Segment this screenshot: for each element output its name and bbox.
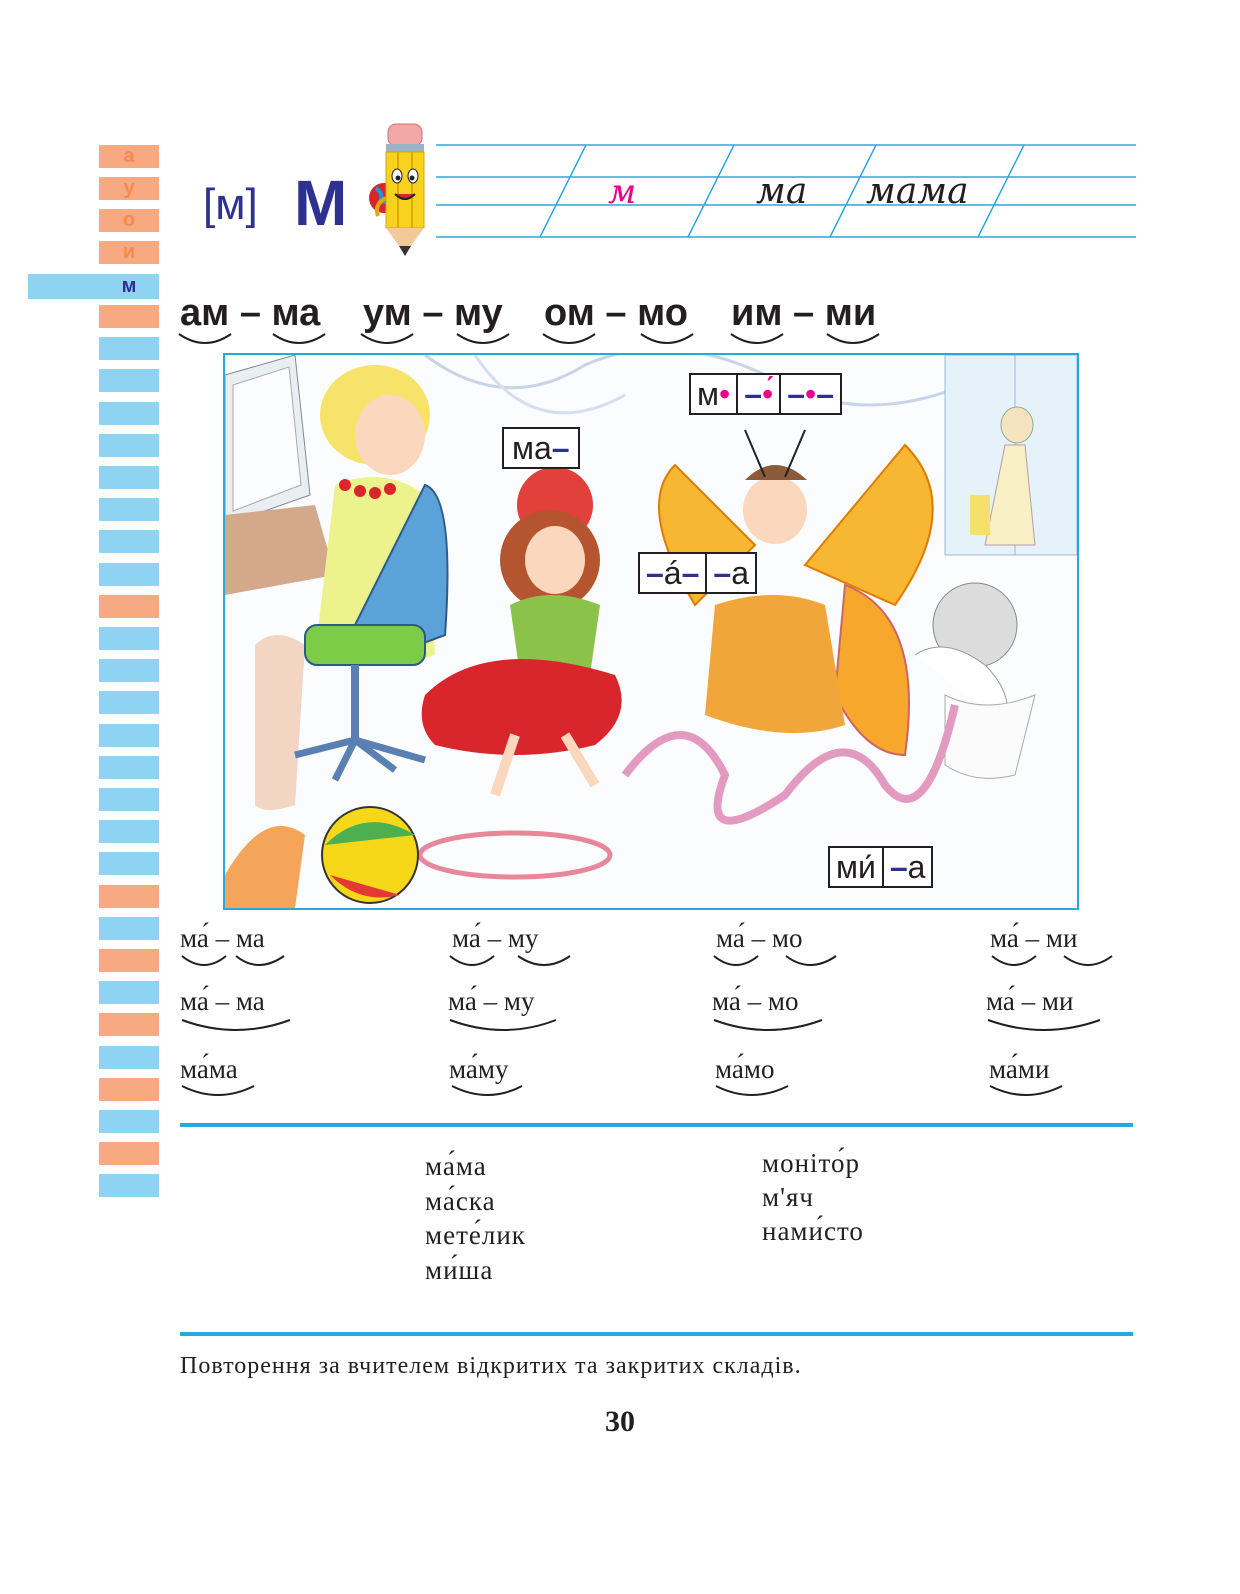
- syllable-cell: ма́ – ми: [986, 986, 1074, 1016]
- word-cell: ма́му: [449, 1054, 509, 1084]
- syllable-cell: ма́ – ма: [180, 923, 265, 953]
- word-item: ма́ска: [425, 1186, 496, 1216]
- word-cell: ма́ма: [180, 1054, 238, 1084]
- label-misha: ми́ –а: [828, 846, 933, 888]
- syllable-pair: [731, 292, 876, 335]
- syllable-pair: [180, 292, 320, 335]
- syllable-separator: –: [793, 292, 815, 334]
- syllable-grid-arcs: [170, 950, 1130, 1110]
- closed-syllable: ам: [180, 292, 230, 334]
- pencil-mascot-icon: [366, 118, 438, 260]
- side-strip-cell: [99, 305, 159, 328]
- syllable-pair: [363, 292, 503, 335]
- handwriting-syllable: ма: [756, 171, 808, 212]
- side-strip-cell: [99, 949, 159, 972]
- syllable-cell: ма́ – му: [448, 986, 535, 1016]
- word-cell: ма́мо: [715, 1054, 775, 1084]
- word-item: ма́ма: [425, 1151, 487, 1181]
- teacher-note: Повторення за вчителем відкритих та закритих складів.: [180, 1353, 802, 1379]
- side-strip-cell: [99, 885, 159, 908]
- side-letter-o: о: [99, 209, 159, 232]
- side-strip-cell: [99, 1142, 159, 1165]
- side-strip-cell: [99, 434, 159, 457]
- side-strip-cell: [99, 659, 159, 682]
- side-strip-cell: [99, 563, 159, 586]
- divider-bottom: [180, 1332, 1133, 1336]
- open-syllable: ми: [824, 292, 877, 334]
- syllable-cell: ма́ – ма: [180, 986, 265, 1016]
- side-strip-cell: [99, 820, 159, 843]
- side-strip-cell: [99, 917, 159, 940]
- word-item: моніто́р: [762, 1148, 860, 1178]
- side-strip-cell: [99, 756, 159, 779]
- syllable-cell: ма́ – ми: [990, 923, 1078, 953]
- label-monitor: м• –•́ –•–: [689, 373, 842, 415]
- side-strip-cell: [99, 402, 159, 425]
- side-strip-cell: [99, 724, 159, 747]
- closed-syllable: им: [731, 292, 783, 334]
- side-strip-cell: [99, 1013, 159, 1036]
- side-strip-cell: [99, 852, 159, 875]
- label-mama: ма–: [502, 427, 580, 469]
- word-item: нами́сто: [762, 1216, 864, 1246]
- handwriting-lines: [436, 143, 1136, 243]
- word-item: ми́ша: [425, 1255, 494, 1285]
- side-strip-cell: [99, 1174, 159, 1197]
- side-letter-a: а: [99, 145, 159, 168]
- word-item: м'яч: [762, 1182, 814, 1212]
- illustration: [223, 353, 1079, 910]
- side-strip-cell: [99, 530, 159, 553]
- closed-syllable: ум: [363, 292, 412, 334]
- syllable-cell: ма́ – му: [452, 923, 539, 953]
- side-strip-cell: [99, 369, 159, 392]
- handwriting-word: мама: [866, 171, 969, 212]
- divider-top: [180, 1123, 1133, 1127]
- open-syllable: му: [454, 292, 503, 334]
- side-strip-cell: [99, 498, 159, 521]
- side-strip-cell: [99, 691, 159, 714]
- word-item: мете́лик: [425, 1220, 526, 1250]
- side-strip-cell: [99, 1078, 159, 1101]
- big-letter: М: [294, 167, 348, 239]
- illustration-scene: [225, 355, 1077, 908]
- open-syllable: мо: [637, 292, 688, 334]
- page-number: 30: [605, 1405, 635, 1438]
- closed-syllable: ом: [544, 292, 595, 334]
- side-letter-y: и: [99, 241, 159, 264]
- syllable-separator: –: [605, 292, 627, 334]
- syllable-pair: [544, 292, 688, 335]
- handwriting-letter: м: [608, 172, 637, 212]
- syllable-cell: ма́ – мо: [712, 986, 799, 1016]
- syllable-cell: ма́ – мо: [716, 923, 803, 953]
- syllable-separator: –: [239, 292, 261, 334]
- label-maska: –á– –а: [638, 552, 757, 594]
- side-strip-cell: [99, 981, 159, 1004]
- side-strip-cell: [99, 627, 159, 650]
- side-strip-cell: [99, 595, 159, 618]
- phoneme-label: [м]: [203, 180, 258, 229]
- word-cell: ма́ми: [989, 1054, 1050, 1084]
- side-strip-cell: [99, 1110, 159, 1133]
- syllable-separator: –: [422, 292, 444, 334]
- open-syllable: ма: [271, 292, 321, 334]
- side-active-letter: м: [28, 274, 159, 299]
- side-strip-cell: [99, 1046, 159, 1069]
- side-strip-cell: [99, 337, 159, 360]
- syllable-arcs: [175, 330, 895, 350]
- side-strip-cell: [99, 466, 159, 489]
- side-letter-u: у: [99, 177, 159, 200]
- side-strip-cell: [99, 788, 159, 811]
